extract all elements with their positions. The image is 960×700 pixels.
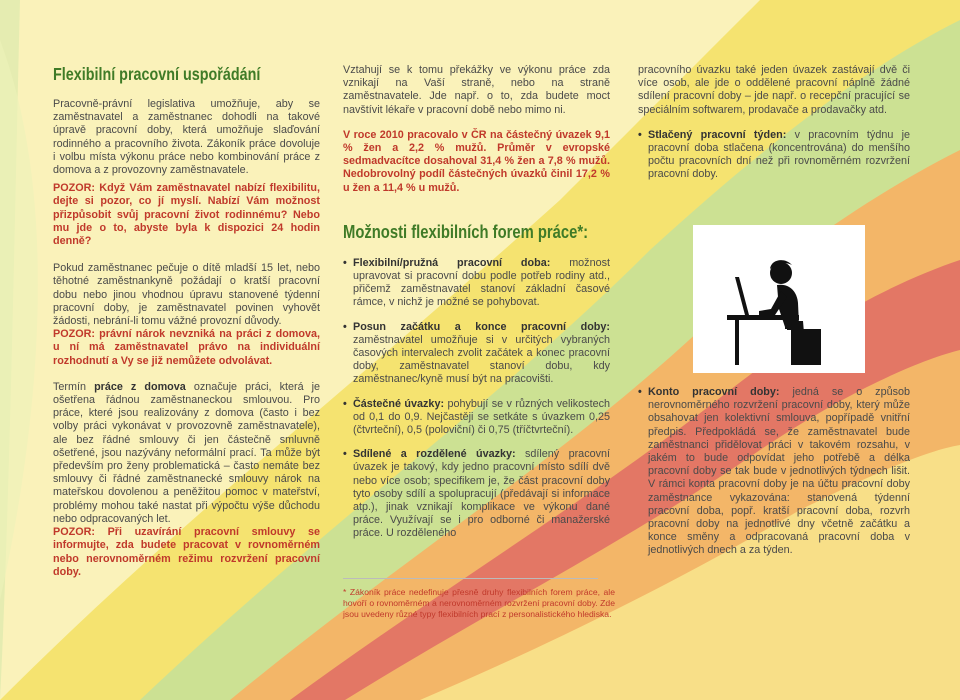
warning-home-work: POZOR: právní nárok nevzniká na práci z domova, u ní má zaměstnavatel právo na individuální rozhodnutí a Vy se již nemůžete odvolávat.: [53, 328, 320, 367]
footnote-divider: [343, 578, 598, 579]
column-right: [638, 64, 910, 193]
list-item: [343, 321, 610, 387]
item-term: Stlačený pracovní týden:: [648, 128, 787, 141]
column-middle: [343, 64, 610, 552]
warning-contract: POZOR: Při uzavírání pracovní smlouvy se informujte, zda budete pracovat v rovnoměrném nebo nerovnoměrném režimu rozvržení pracovní doby.: [53, 526, 320, 578]
page-title: Flexibilní pracovní uspořádání: [53, 64, 261, 84]
list-item: [638, 129, 910, 182]
column-left: [53, 64, 320, 590]
item-term: Flexibilní/pružná pracovní doba:: [353, 256, 551, 269]
statistics-paragraph: V roce 2010 pracovalo v ČR na částečný úvazek 9,1 % žen a 2,2 % mužů. Průměr v evropské sedmadvacítce dosahoval 31,4 % žen a 7,8 % mužů. Nedobrovolný podíl částečných úvazků činil 17,2 % u žen a 11,4 % u mužů.: [343, 128, 610, 194]
item-text: zaměstnavatel umožňuje si v určitých vybraných časových intervalech zvolit začátek a konec pracovní doby, zaměstnavatel stanoví dobu, kdy zaměstnanec/kyně musí být na pracovišti.: [353, 333, 610, 386]
list-item: [343, 257, 610, 310]
item-term: Posun začátku a konce pracovní doby:: [353, 320, 610, 333]
term-label: Termín: [53, 380, 86, 393]
item-term: Sdílené a rozdělené úvazky:: [353, 448, 516, 461]
column-right-lower: [638, 386, 910, 569]
child-care-paragraph: Pokud zaměstnanec pečuje o dítě mladší 15 let, nebo těhotné zaměstnankyně požádají o kratší pracovní dobu nebo jinou vhodnou úpravu stanovené týdenní pracovní doby, je zaměstnavatel povinen vyhovět žádosti, nebrání-li tomu vážné provozní důvody.: [53, 262, 320, 328]
person-working-at-laptop-icon: [693, 225, 865, 373]
obstacles-paragraph: Vztahují se k tomu překážky ve výkonu práce zda vznikají na Vaší straně, nebo na straně zaměstnavatele. Jde např. o to, zda budete moct navštívit lékaře v pracovní době nebo mimo ni.: [343, 64, 610, 116]
list-item: [343, 398, 610, 438]
section-title: Možnosti flexibilních forem práce*:: [343, 220, 589, 242]
list-item: [638, 386, 910, 558]
item-text: sdílený pracovní úvazek je takový, kdy jedno pracovní místo sdílí dvě nebo více osob; specifikem je, že část pracovní doby tyto osoby sdílí a spolupracují (předávají si informace atp.), jinak vznikají komplikace ve výkonu dané práce. Využívají se i pro odborné či manažerské práce. U rozděleného: [353, 448, 610, 540]
item-text: možnost upravovat si pracovní dobu podle potřeb rodiny atd., přičemž zaměstnavatel stanoví základní časové rámce, v nichž je možné se pohybovat.: [353, 256, 610, 309]
home-work-paragraph: [53, 381, 320, 526]
term-highlight: práce z domova: [94, 380, 186, 393]
list-item: [343, 448, 610, 540]
item-text: pohybují se v různých velikostech od 0,1 do 0,9. Nejčastěji se setkáte s úvazkem 0,25 (čtvrteční), 0,5 (poloviční) či 0,75 (tříčtvrteční).: [353, 397, 610, 437]
item-text: v pracovním týdnu je pracovní doba stlačena (koncentrována) do menšího počtu pracovních dní než při rovnoměrném rozvržení pracovní doby.: [648, 128, 910, 181]
item-text: jedná se o způsob nerovnoměrného rozvržení pracovní doby, který může obsahovat jen kolektivní smlouva, popřípadě vnitřní předpis. Předpokládá se, že zaměstnavatel bude zaměstnanci přidělovat práci v takovém rozsahu, v jakém to bude odpovídat jeho potřebě a délka pracovní doby se tak bude v jednotlivých týdnech lišit. V rámci konta pracovní doby je na účtu pracovní doby zaměstnance vykazována: stanovená týdenní pracovní doba, popř. kratší pracovní doba, rozvrh pracovní doby na jednotlivé dny včetně začátku a konce směny a odpracovaná pracovní doba v jednotlivých dnech a za týden.: [648, 386, 910, 557]
intro-paragraph: Pracovně-právní legislativa umožňuje, aby se zaměstnavatel a zaměstnanec dohodli na takové úpravě pracovní doby, která umožňuje slaďování rodinného a pracovního života. Zákoník práce dovoluje i volbu místa výkonu práce nebo kombinování práce z domova a z provozovny zaměstnavatele.: [53, 98, 320, 177]
item-term: Částečné úvazky:: [353, 397, 445, 410]
item-term: Konto pracovní doby:: [648, 386, 780, 398]
warning-flexibility: POZOR: Když Vám zaměstnavatel nabízí flexibilitu, dejte si pozor, co jí myslí. Nabízí Vám možnost přizpůsobit svůj pracovní život rodinnému? Nebo mu jde o to, abyste byla k dispozici 24 hodin denně?: [53, 182, 320, 248]
footnote-block: [343, 578, 615, 620]
term-description: označuje práci, která je ošetřena řádnou zaměstnaneckou smlouvou. Pro práce, které jsou realizovány z domova (často i bez volby práci vykonávat v provozovně zaměstnavatele), ale bez řádné smlouvy či jen částečně smluvně ošetřené, jsou nazývány neformální prací. Ta může být především pro ženy problematická – často nemáte bez smlouvy či řádné zaměstnanecké smlouvy nárok na mateřskou dovolenou a peněžitou pomoc v mateřství, problémy mohou také nastat při výpočtu výše důchodu nebo odpracovaných let.: [53, 380, 321, 525]
footnote: * Zákoník práce nedefinuje přesně druhy flexibilních forem práce, ale hovoří o rovnoměrném a nerovnoměrném rozvržení pracovní doby. Zde jsou uvedeny různé typy flexibilních prací z personalistického hlediska.: [343, 587, 615, 619]
split-job-paragraph: pracovního úvazku také jeden úvazek zastávají dvě či více osob, ale jde o oddělené pracovní náplně žádné sdílení pracovní doby – jde např. o recepční pracující se speciálním softwarem, prodavače a prodavačky atd.: [638, 64, 910, 116]
